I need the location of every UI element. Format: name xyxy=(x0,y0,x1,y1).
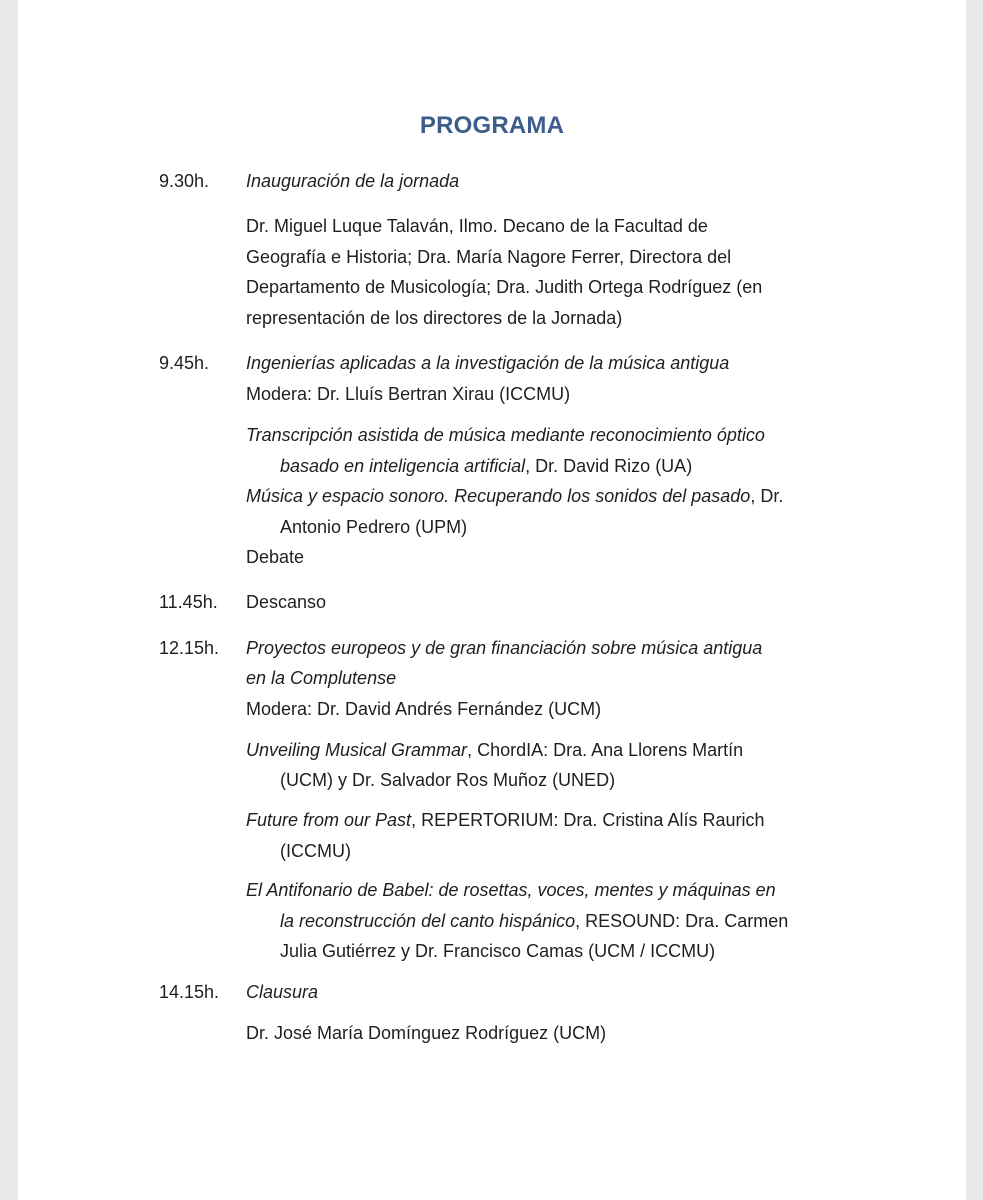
session-heading: Proyectos europeos y de gran financiación sobre música antigua xyxy=(246,638,763,658)
time-slot: 14.15h. xyxy=(159,982,220,1002)
closing-speaker: Dr. José María Domínguez Rodríguez (UCM) xyxy=(246,1023,607,1043)
talk-speaker: , Dr. xyxy=(750,486,784,506)
talk-line xyxy=(280,906,788,937)
session-heading: Clausura xyxy=(246,982,319,1002)
talk-title: Transcripción asistida de música mediante reconocimiento óptico xyxy=(246,425,765,445)
talk-title: El Antifonario de Babel: de rosettas, voces, mentes y máquinas en xyxy=(246,880,776,900)
session-text-line: Dr. Miguel Luque Talaván, Ilmo. Decano de la Facultad de xyxy=(246,216,708,236)
time-slot: 9.30h. xyxy=(159,171,210,191)
session-text-line: Geografía e Historia; Dra. María Nagore Ferrer, Directora del xyxy=(246,247,732,267)
moderator-line: Modera: Dr. David Andrés Fernández (UCM) xyxy=(246,699,602,719)
break-label: Descanso xyxy=(246,592,327,612)
talk-title: Unveiling Musical Grammar xyxy=(246,740,468,760)
talk-speaker: , Dr. David Rizo (UA) xyxy=(525,456,693,476)
talk-line xyxy=(246,735,743,766)
debate-label: Debate xyxy=(246,547,305,567)
time-slot: 11.45h. xyxy=(159,592,218,612)
talk-line xyxy=(246,805,764,836)
session-heading: en la Complutense xyxy=(246,668,397,688)
talk-speaker: , RESOUND: Dra. Carmen xyxy=(575,911,789,931)
time-slot: 12.15h. xyxy=(159,638,220,658)
talk-title: la reconstrucción del canto hispánico xyxy=(280,911,576,931)
page-title: PROGRAMA xyxy=(419,112,565,139)
talk-line xyxy=(280,451,692,482)
session-text-line: Departamento de Musicología; Dra. Judith Ortega Rodríguez (en xyxy=(246,277,763,297)
session-heading: Inauguración de la jornada xyxy=(246,171,460,191)
talk-title: Future from our Past xyxy=(246,810,412,830)
talk-line xyxy=(246,481,783,512)
talk-speaker: , REPERTORIUM: Dra. Cristina Alís Raurich xyxy=(411,810,765,830)
talk-speaker: , ChordIA: Dra. Ana Llorens Martín xyxy=(467,740,744,760)
session-text-line: representación de los directores de la Jornada) xyxy=(246,308,623,328)
talk-title: basado en inteligencia artificial xyxy=(280,456,526,476)
talk-speaker: Julia Gutiérrez y Dr. Francisco Camas (UCM / ICCMU) xyxy=(280,941,716,961)
session-heading: Ingenierías aplicadas a la investigación de la música antigua xyxy=(246,353,730,373)
document-page xyxy=(18,0,966,1200)
time-slot: 9.45h. xyxy=(159,353,210,373)
talk-speaker: (ICCMU) xyxy=(280,841,351,861)
moderator-line: Modera: Dr. Lluís Bertran Xirau (ICCMU) xyxy=(246,384,571,404)
talk-speaker: (UCM) y Dr. Salvador Ros Muñoz (UNED) xyxy=(280,770,616,790)
talk-title: Música y espacio sonoro. Recuperando los sonidos del pasado xyxy=(246,486,751,506)
talk-speaker: Antonio Pedrero (UPM) xyxy=(280,517,468,537)
